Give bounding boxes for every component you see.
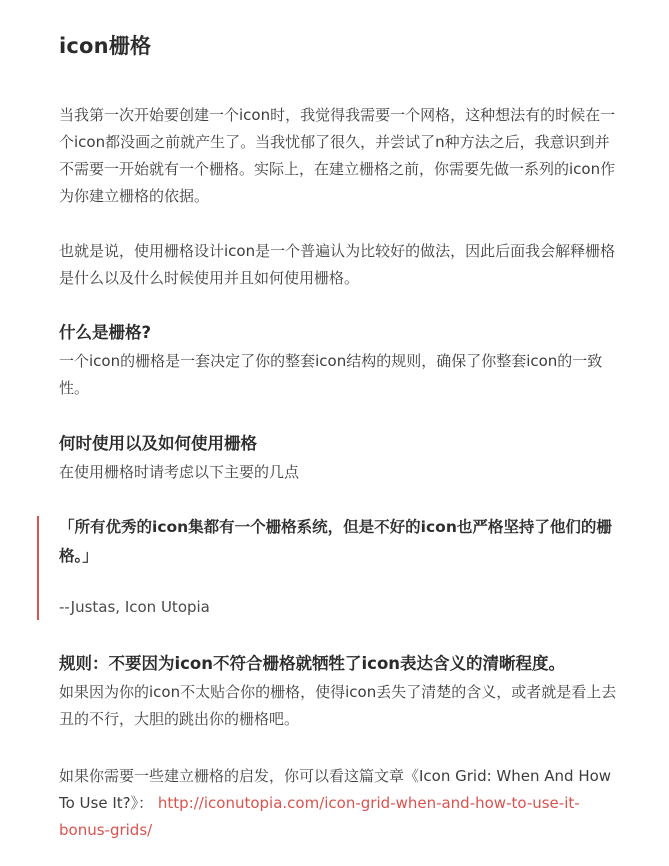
closing-text: 如果你需要一些建立栅格的启发，你可以看这篇文章《Icon Grid: When And How To Use It?》： bbox=[59, 767, 612, 812]
when-to-use-body: 在使用栅格时请考虑以下主要的几点 bbox=[59, 463, 300, 481]
quote-text: 「所有优秀的icon集都有一个栅格系统，但是不好的icon也严格坚持了他们的栅格。」 bbox=[59, 518, 612, 565]
quote-accent-bar bbox=[37, 516, 39, 620]
when-to-use-heading: 何时使用以及如何使用栅格 bbox=[59, 434, 257, 453]
closing-paragraph bbox=[59, 763, 619, 844]
rule-body: 如果因为你的icon不太贴合你的栅格，使得icon丢失了清楚的含义，或者就是看上去丑的不行，大胆的跳出你的栅格吧。 bbox=[59, 683, 617, 728]
article-link[interactable]: http://iconutopia.com/icon-grid-when-and-how-to-use-it-bonus-grids/ bbox=[59, 794, 580, 839]
quote-author: --Justas, Icon Utopia bbox=[59, 598, 210, 616]
intro-paragraph-2: 也就是说，使用栅格设计icon是一个普遍认为比较好的做法，因此后面我会解释栅格是什么以及什么时候使用并且如何使用栅格。 bbox=[59, 242, 616, 287]
intro-paragraph-1: 当我第一次开始要创建一个icon时，我觉得我需要一个网格，这种想法有的时候在一个icon都没画之前就产生了。当我忧郁了很久，并尝试了n种方法之后，我意识到并不需要一开始就有一个栅格。实际上，在建立栅格之前，你需要先做一系列的icon作为你建立栅格的依据。 bbox=[59, 106, 616, 205]
page-title: icon栅格 bbox=[59, 34, 152, 58]
rule-heading: 规则：不要因为icon不符合栅格就牺牲了icon表达含义的清晰程度。 bbox=[59, 654, 566, 673]
what-is-grid-heading: 什么是栅格? bbox=[59, 323, 152, 342]
what-is-grid-body: 一个icon的栅格是一套决定了你的整套icon结构的规则，确保了你整套icon的一致性。 bbox=[59, 352, 603, 397]
